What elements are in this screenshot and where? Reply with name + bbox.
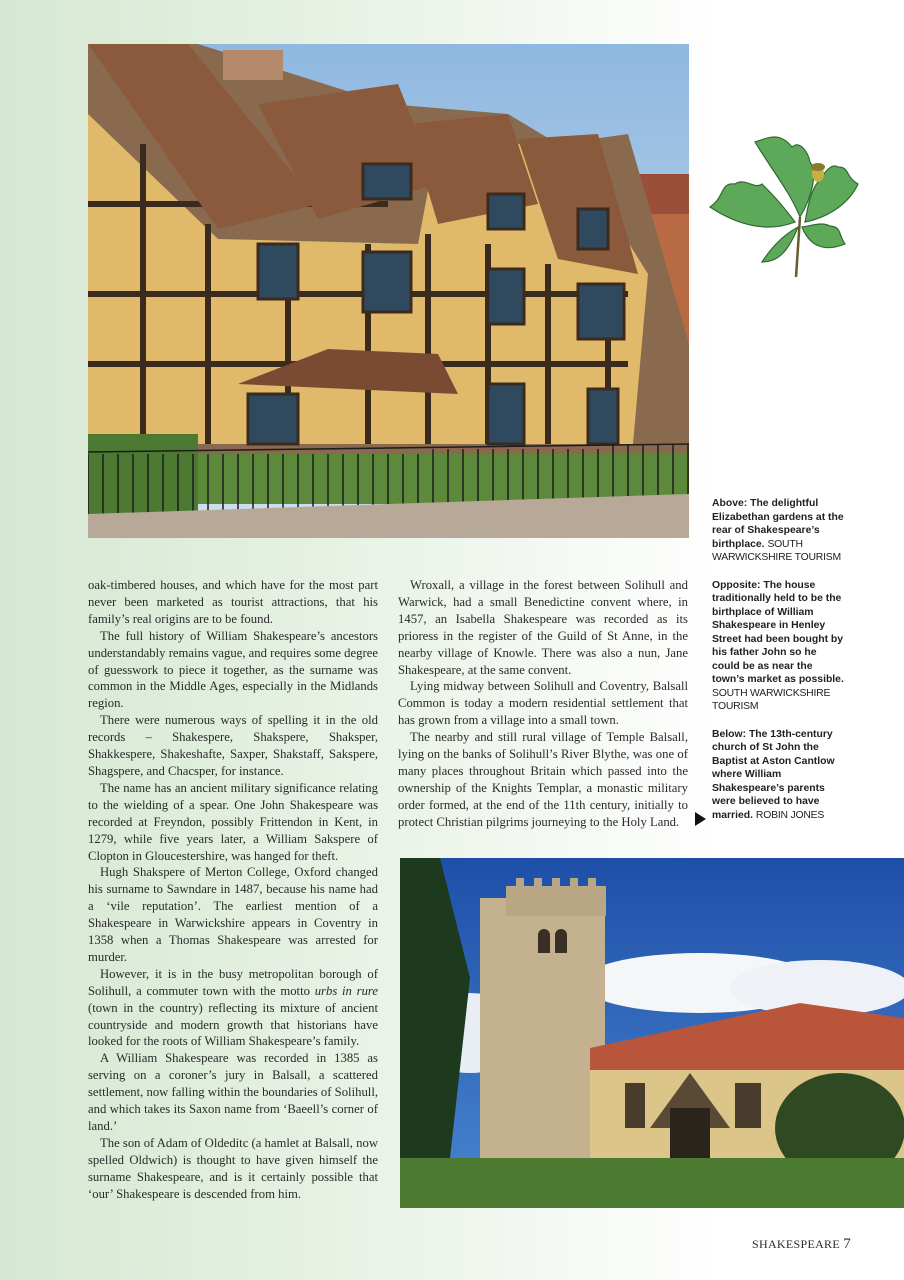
text: However, it is in the busy metropolitan borough of Solihull, a commuter town with the motto bbox=[88, 966, 378, 998]
caption-above bbox=[712, 497, 847, 565]
page-footer bbox=[752, 1236, 851, 1253]
oak-leaf-illustration-icon bbox=[700, 122, 865, 282]
paragraph: The full history of William Shakespeare’s ancestors understandably remains vague, and requires some degree of guesswork to piece it together, as the surname was common in the Middle Ages, especially in the Midlands region. bbox=[88, 628, 378, 711]
caption-below bbox=[712, 728, 847, 823]
paragraph: oak-timbered houses, and which have for the most part never been marketed as tourist attractions, that his family’s real origins are to be found. bbox=[88, 578, 378, 626]
paragraph: The name has an ancient military significance relating to the wielding of a spear. One John Shakespeare was recorded at Freyndon, possibly Frittendon in Kent, in 1279, while five years later, a William Sakspere of Clopton in Gloucestershire, was hanged for theft. bbox=[88, 780, 378, 863]
paragraph: Lying midway between Solihull and Coventry, Balsall Common is today a modern residential settlement that has grown from a village into a small town. bbox=[398, 679, 688, 728]
paragraph: There were numerous ways of spelling it in the old records – Shakespere, Shakspere, Shaksper, Shakkespere, Shakeshafte, Saxper, Shakstaff, Sakspere, Shagspere, and Chacsper, for instance. bbox=[88, 713, 378, 778]
paragraph: Wroxall, a village in the forest between Solihull and Warwick, had a small Benedictine convent where, in 1457, an Isabella Shakespeare was recorded as its prioress in the register of the Guild of St Anne, in the nearby village of Knowle. There was also a nun, Jane Shakespeare, at the same convent. bbox=[398, 578, 688, 677]
paragraph: The nearby and still rural village of Temple Balsall, lying on the banks of Solihull’s River Blythe, was one of many places throughout Britain which passed into the ownership of the Knights Templar, a monastic military order formed, at the end of the 11th century, initially to protect Christian pilgrims journeying to the Holy Land. bbox=[398, 730, 688, 829]
aston-cantlow-church-photo bbox=[400, 858, 904, 1208]
paragraph bbox=[88, 966, 378, 1051]
photo-credit: SOUTH WARWICKSHIRE TOURISM bbox=[712, 687, 831, 712]
paragraph: The son of Adam of Oldeditc (a hamlet at Balsall, now spelled Oldwich) is thought to have given himself the surname Shakespeare, and is it certainly possible that ‘our’ Shakespeare is descended from him. bbox=[88, 1135, 378, 1201]
paragraph: Hugh Shakspere of Merton College, Oxford changed his surname to Sawndare in 1487, because his name had a ‘vile reputation’. The earliest mention of a Shakespeare in Warwickshire appears in Coventry in 1358 when a Thomas Shakespeare was arrested for murder. bbox=[88, 865, 378, 964]
caption-text: Below: The 13th-century church of St John the Baptist at Aston Cantlow where William Shakespeare’s parents were believed to have married. bbox=[712, 728, 835, 821]
photo-captions bbox=[712, 497, 847, 836]
paragraph: A William Shakespeare was recorded in 1385 as serving on a coroner’s jury in Balsall, a scattered settlement, now falling within the boundaries of Solihull, and which takes its Saxon name from ‘Baeell’s corner of land.’ bbox=[88, 1051, 379, 1133]
caption-opposite bbox=[712, 579, 847, 714]
shakespeare-birthplace-photo bbox=[88, 44, 689, 538]
caption-text: Opposite: The house traditionally held to be the birthplace of William Shakespeare in Henley Street had been bought by his father John so he could be as near the town’s market as possible. bbox=[712, 579, 844, 685]
photo-credit: ROBIN JONES bbox=[755, 809, 825, 821]
section-name: SHAKESPEARE bbox=[752, 1237, 840, 1251]
text: (town in the country) reflecting its mixture of ancient countryside and modern growth that historians have looked for the roots of William Shakespeare’s family. bbox=[88, 1000, 378, 1049]
article-column-1 bbox=[88, 577, 378, 1203]
motto: urbs in rure bbox=[314, 983, 379, 998]
article-column-2 bbox=[398, 577, 688, 831]
continue-arrow-icon bbox=[695, 812, 706, 826]
page-number: 7 bbox=[843, 1236, 852, 1252]
caption-text: Above: The delightful Elizabethan gardens at the rear of Shakespeare’s birthplace. bbox=[712, 498, 844, 550]
photo-credit: SOUTH WARWICKSHIRE TOURISM bbox=[712, 538, 841, 563]
